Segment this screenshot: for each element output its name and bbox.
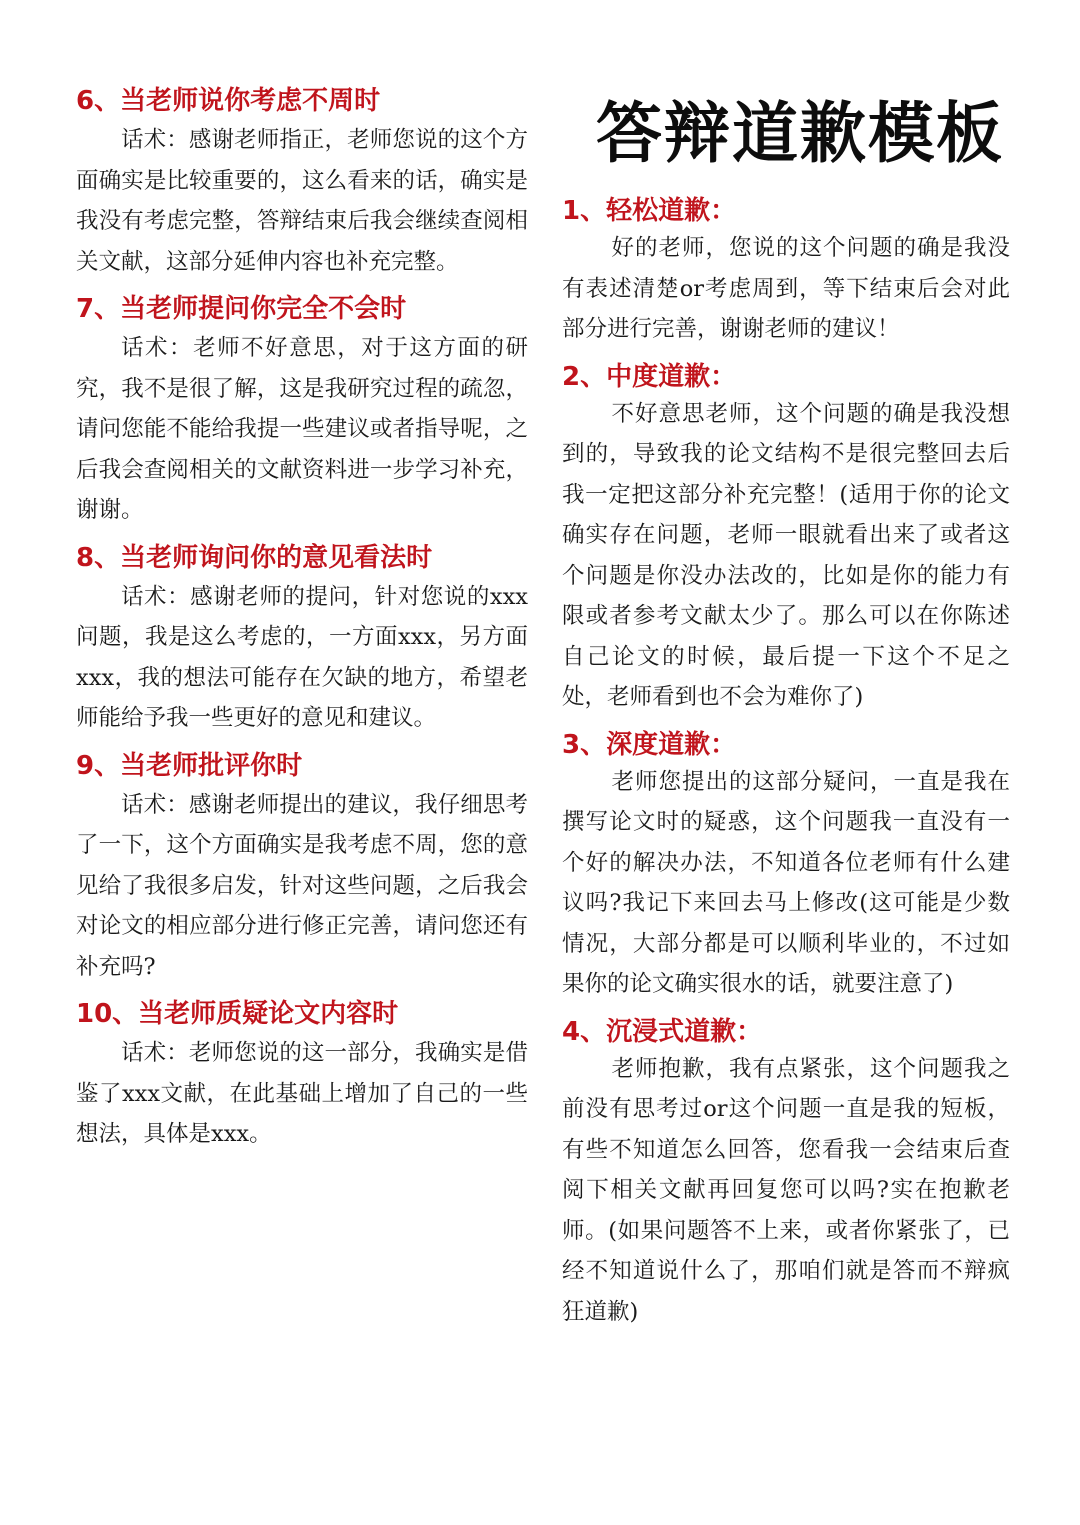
section-1 <box>562 194 1010 350</box>
section-7 <box>76 292 528 531</box>
section-body: 不好意思老师，这个问题的确是我没想到的，导致我的论文结构不是很完整回去后我一定把这部分补充完整！(适用于你的论文确实存在问题，老师一眼就看出来了或者这个问题是你没办法改的，比如是你的能力有限或者参考文献太少了。那么可以在你陈述自己论文的时候，最后提一下这个不足之处，老师看到也不会为难你了) <box>562 400 1010 710</box>
section-body: 话术：老师不好意思，对于这方面的研究，我不是很了解，这是我研究过程的疏忽，请问您能不能给我提一些建议或者指导呢，之后我会查阅相关的文献资料进一步学习补充，谢谢。 <box>76 335 528 523</box>
section-4 <box>562 1015 1010 1333</box>
section-heading: 10、当老师质疑论文内容时 <box>76 999 399 1029</box>
section-heading: 1、轻松道歉： <box>562 196 737 226</box>
section-heading: 3、深度道歉： <box>562 729 737 760</box>
section-heading: 7、当老师提问你完全不会时 <box>76 294 407 324</box>
section-body: 话术：感谢老师指正，老师您说的这个方面确实是比较重要的，这么看来的话，确实是我没有考虑完整，答辩结束后我会继续查阅相关文献，这部分延伸内容也补充完整。 <box>76 127 528 275</box>
section-3 <box>562 728 1010 1005</box>
section-body: 话术：老师您说的这一部分，我确实是借鉴了xxx文献，在此基础上增加了自己的一些想法，具体是xxx。 <box>76 1040 528 1147</box>
section-heading: 4、沉浸式道歉： <box>562 1016 763 1047</box>
right-column <box>562 0 1010 1332</box>
section-body: 老师您提出的这部分疑问，一直是我在撰写论文时的疑惑，这个问题我一直没有一个好的解决办法，不知道各位老师有什么建议吗?我记下来回去马上修改(这可能是少数情况，大部分都是可以顺利毕业的，不过如果你的论文确实很水的话，就要注意了) <box>562 768 1010 997</box>
section-heading: 6、当老师说你考虑不周时 <box>76 86 381 116</box>
section-body: 老师抱歉，我有点紧张，这个问题我之前没有思考过or这个问题一直是我的短板，有些不知道怎么回答，您看我一会结束后查阅下相关文献再回复您可以吗?实在抱歉老师。(如果问题答不上来，或者你紧张了，已经不知道说什么了，那咱们就是答而不辩疯狂道歉) <box>562 1055 1010 1325</box>
section-heading: 9、当老师批评你时 <box>76 750 303 781</box>
section-10 <box>76 997 528 1155</box>
section-body: 话术：感谢老师的提问，针对您说的xxx问题，我是这么考虑的，一方面xxx，另方面xxx，我的想法可能存在欠缺的地方，希望老师能给予我一些更好的意见和建议。 <box>76 583 528 731</box>
left-column <box>76 0 528 1155</box>
section-heading: 2、中度道歉： <box>562 361 737 392</box>
section-heading: 8、当老师询问你的意见看法时 <box>76 542 433 573</box>
section-9 <box>76 749 528 988</box>
section-8 <box>76 541 528 739</box>
section-2 <box>562 360 1010 718</box>
section-6 <box>76 84 528 282</box>
section-body: 好的老师，您说的这个问题的确是我没有表述清楚or考虑周到，等下结束后会对此部分进行完善，谢谢老师的建议！ <box>562 235 1010 342</box>
page-title: 答辩道歉模板 <box>596 95 1004 172</box>
section-body: 话术：感谢老师提出的建议，我仔细思考了一下，这个方面确实是我考虑不周，您的意见给了我很多启发，针对这些问题，之后我会对论文的相应部分进行修正完善，请问您还有补充吗? <box>76 791 528 980</box>
